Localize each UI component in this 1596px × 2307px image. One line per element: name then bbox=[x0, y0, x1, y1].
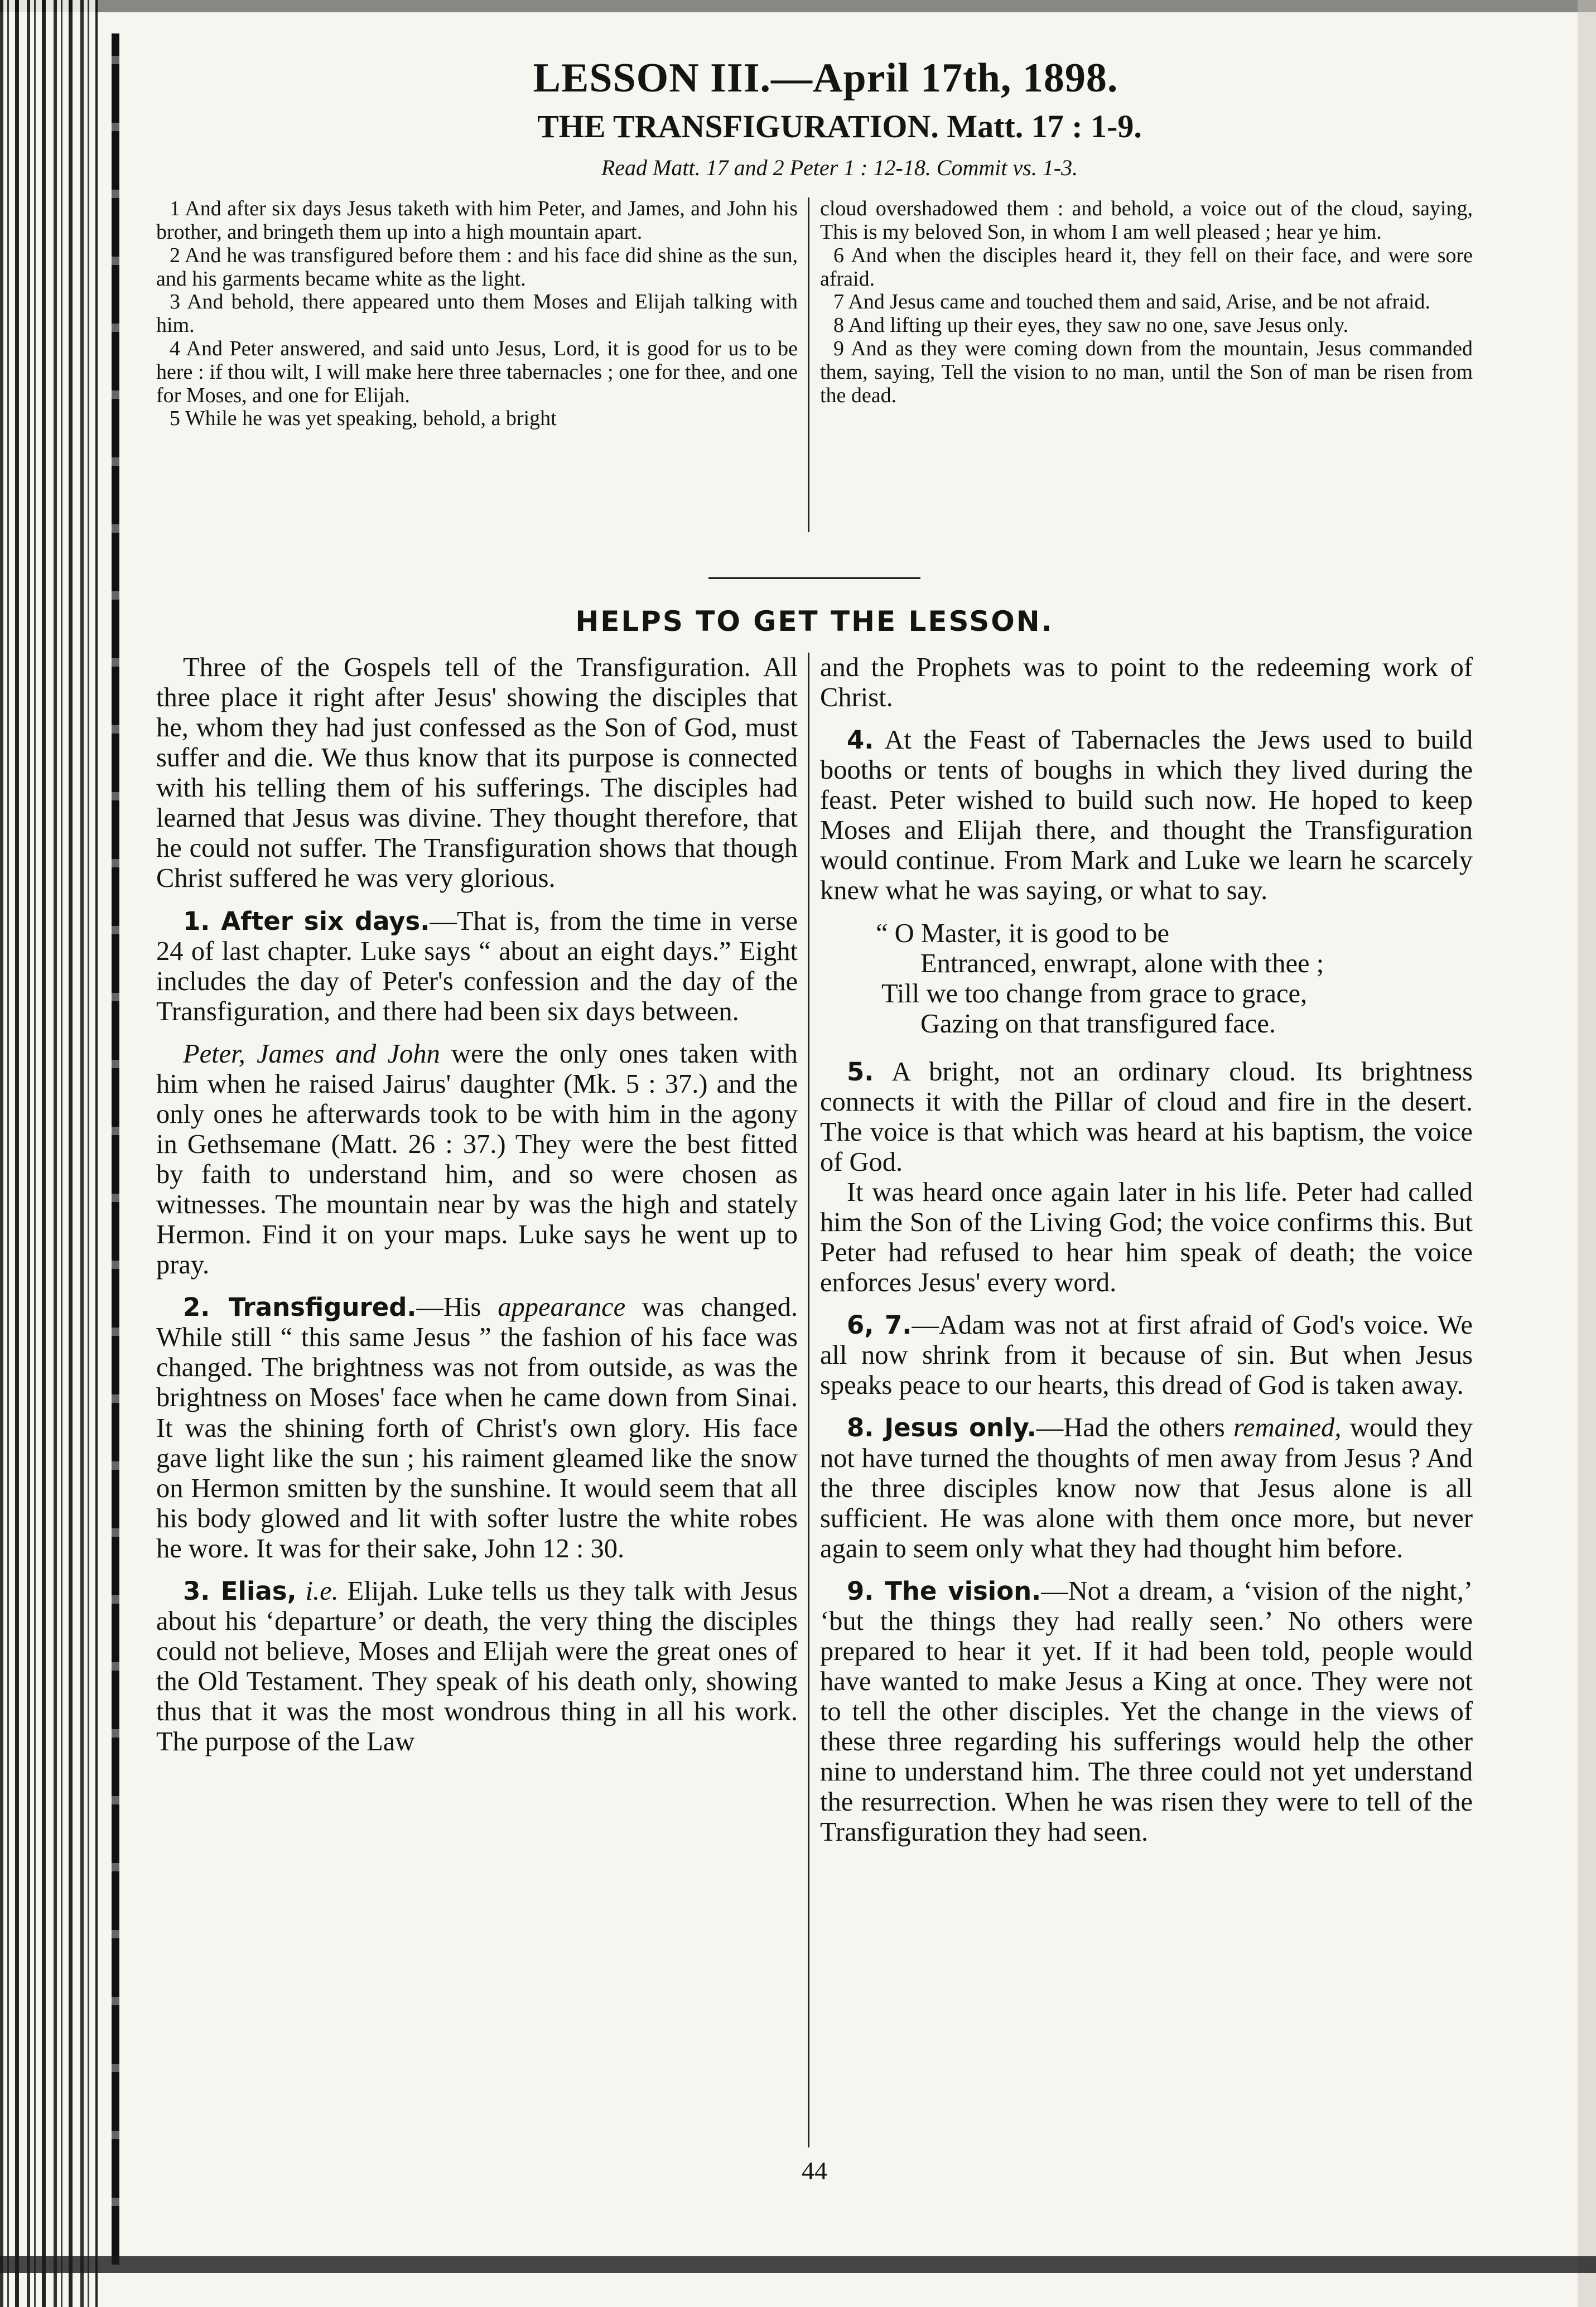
scripture-column-divider bbox=[808, 197, 809, 532]
note-italic: i.e. bbox=[296, 1576, 339, 1606]
poem-line: Till we too change from grace to grace, bbox=[881, 978, 1308, 1008]
note-heading: 9. The vision. bbox=[847, 1576, 1042, 1606]
note-paragraph bbox=[820, 1576, 1473, 1848]
lesson-subtitle: THE TRANSFIGURATION. Matt. 17 : 1-9. bbox=[537, 108, 1142, 145]
note-paragraph bbox=[820, 1413, 1473, 1563]
note-text: At the Feast of Tabernacles the Jews used to build booths or tents of boughs in which they lived during the feast. Peter wished to build such now. He hoped to keep Moses and Elijah there, and thought the Transfiguration would continue. From Mark and Luke we learn he scarcely knew what he was saying, or what to say. bbox=[820, 725, 1473, 906]
note-text: —His bbox=[416, 1292, 498, 1323]
note-text: were the only ones taken with him when he raised Jairus' daughter (Mk. 5 : 37.) and the only ones he afterwards took to be with him in the agony in Gethsemane (Matt. 26 : 37.) They were the best fitted by faith to understand him, and so were chosen as witnesses. The mountain near by was the high and stately Hermon. Find it on your maps. Luke says he went up to pray. bbox=[156, 1039, 798, 1280]
note-text: —That is, from the time in verse 24 of last chapter. Luke says “ about an eight days.” Eight includes the day of Peter's confession and the day of the Transfiguration, and there had been six days between. bbox=[156, 906, 798, 1026]
verse: 4 And Peter answered, and said unto Jesus, Lord, it is good for us to be here : if thou wilt, I will make here three tabernacles ; one for thee, and one for Moses, and one for Elijah. bbox=[156, 336, 798, 407]
poem-line: Gazing on that transfigured face. bbox=[920, 1008, 1276, 1039]
note-text: A bright, not an ordinary cloud. Its brightness connects it with the Pillar of cloud and fire in the desert. The voice is that which was heard at his baptism, the voice of God. bbox=[820, 1056, 1473, 1177]
scripture-text bbox=[156, 197, 1473, 549]
continued-paragraph: and the Prophets was to point to the redeeming work of Christ. bbox=[820, 653, 1473, 713]
verse: 7 And Jesus came and touched them and said, Arise, and be not afraid. bbox=[833, 290, 1431, 314]
verse: 5 While he was yet speaking, behold, a bright bbox=[170, 407, 557, 431]
note-paragraph bbox=[156, 1039, 798, 1281]
note-paragraph: It was heard once again later in his life. Peter had called him the Son of the Living God; the voice confirms this. But Peter had refused to hear him speak of death; the voice enforces Jesus' every word. bbox=[820, 1177, 1473, 1298]
verse: 2 And he was transfigured before them : and his face did shine as the sun, and his garments became white as the light. bbox=[156, 243, 798, 291]
note-paragraph bbox=[156, 906, 798, 1027]
verse: cloud overshadowed them : and behold, a voice out of the cloud, saying, This is my beloved Son, in whom I am well pleased ; hear ye him. bbox=[820, 197, 1473, 244]
helps-heading: HELPS TO GET THE LESSON. bbox=[575, 605, 1054, 638]
verse: 6 And when the disciples heard it, they fell on their face, and were sore afraid. bbox=[820, 243, 1473, 291]
scan-binding-rule bbox=[112, 33, 119, 2265]
note-paragraph bbox=[820, 725, 1473, 906]
scripture-column-right bbox=[820, 197, 1473, 407]
note-italic: remained, bbox=[1233, 1413, 1342, 1443]
note-italic: Peter, James and John bbox=[183, 1039, 440, 1069]
note-heading: 1. After six days. bbox=[183, 906, 430, 936]
document-page bbox=[156, 56, 1473, 2220]
verse: 9 And as they were coming down from the mountain, Jesus commanded them, saying, Tell the vision to no man, until the Son of man be risen from the dead. bbox=[820, 336, 1473, 407]
page-number: 44 bbox=[802, 2156, 827, 2185]
scripture-column-left bbox=[156, 197, 798, 431]
body-column-divider bbox=[808, 653, 809, 2147]
intro-paragraph: Three of the Gospels tell of the Transfiguration. All three place it right after Jesus' showing the disciples that he, whom they had just confessed as the Son of God, must suffer and die. We thus know that its purpose is connected with his telling them of his sufferings. The disciples had learned that Jesus was divine. They thought therefore, that he could not suffer. The Transfiguration shows that though Christ suffered he was very glorious. bbox=[156, 653, 798, 894]
note-heading: 6, 7. bbox=[847, 1310, 912, 1340]
poem-quote bbox=[820, 919, 1473, 1039]
note-heading: 5. bbox=[847, 1056, 874, 1087]
note-paragraph bbox=[156, 1292, 798, 1564]
verse: 3 And behold, there appeared unto them Moses and Elijah talking with him. bbox=[156, 290, 798, 337]
helps-column-right bbox=[820, 653, 1473, 1860]
note-text: Elijah. Luke tells us they talk with Jesus about his ‘departure’ or death, the very thing the disciples could not believe, Moses and Elijah were the great ones of the Old Testament. They speak of his death only, showing thus that it was the most wondrous thing in all his work. The purpose of the Law bbox=[156, 1576, 798, 1757]
verse: 1 And after six days Jesus taketh with him Peter, and James, and John his brother, and bringeth them up into a high mountain apart. bbox=[156, 197, 798, 244]
note-heading: 2. Transfigured. bbox=[183, 1292, 417, 1323]
note-paragraph bbox=[820, 1057, 1473, 1177]
verse: 8 And lifting up their eyes, they saw no one, save Jesus only. bbox=[833, 313, 1349, 337]
note-text: —Adam was not at first afraid of God's voice. We all now shrink from it because of sin. But when Jesus speaks peace to our hearts, this dread of God is taken away. bbox=[820, 1310, 1473, 1401]
note-italic: appearance bbox=[498, 1292, 626, 1323]
scan-binding-left bbox=[0, 0, 98, 2307]
note-text: was changed. While still “ this same Jesus ” the fashion of his face was changed. The brightness was not from outside, as was the brightness on Moses' face when he came down from Sinai. It was the shining forth of Christ's own glory. His face gave light like the sun ; his raiment gleamed like the snow on Hermon smitten by the sunshine. It would seem that all his body glowed and lit with softer lustre the white robes he wore. It was for their sake, John 12 : 30. bbox=[156, 1292, 798, 1563]
poem-line: Entranced, enwrapt, alone with thee ; bbox=[920, 948, 1324, 978]
scan-edge-top bbox=[0, 0, 1596, 12]
note-text: —Not a dream, a ‘vision of the night,’ ‘but the things they had really seen.’ No others were prepared to hear it yet. If it had been told, people would have wanted to make Jesus a King at once. They were not to tell the other disciples. Yet the change in the views of these three regarding his sufferings would help the other nine to understand him. The three could not yet understand the resurrection. When he was risen they were to tell of the Transfiguration they had seen. bbox=[820, 1576, 1473, 1847]
reading-assignment: Read Matt. 17 and 2 Peter 1 : 12-18. Commit vs. 1-3. bbox=[601, 155, 1078, 181]
section-divider bbox=[708, 577, 920, 579]
scan-edge-bottom bbox=[0, 2256, 1596, 2273]
note-text: —Had the others bbox=[1036, 1413, 1233, 1443]
scan-edge-right bbox=[1578, 0, 1596, 2307]
lesson-title: LESSON III.—April 17th, 1898. bbox=[533, 55, 1118, 101]
note-paragraph bbox=[156, 1576, 798, 1757]
note-paragraph bbox=[820, 1310, 1473, 1401]
helps-column-left bbox=[156, 653, 798, 1769]
note-text: would they not have turned the thoughts of men away from Jesus ? And the three disciples know now that Jesus alone is all sufficient. He was alone with them once more, but never again to seem only what they had thought him before. bbox=[820, 1413, 1473, 1563]
poem-line: “ O Master, it is good to be bbox=[876, 918, 1170, 948]
note-heading: 8. Jesus only. bbox=[847, 1413, 1036, 1443]
note-heading: 4. bbox=[847, 725, 874, 755]
note-heading: 3. Elias, bbox=[183, 1576, 297, 1606]
